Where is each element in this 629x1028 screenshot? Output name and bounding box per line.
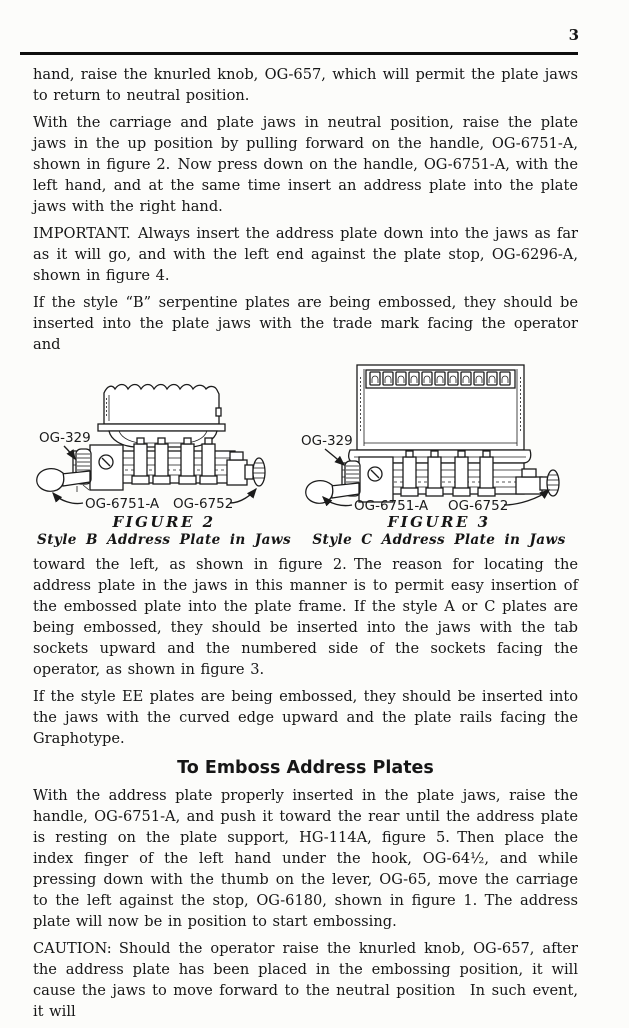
figure-3 (300, 361, 578, 548)
part-label-handle: OG-6751-A (354, 498, 429, 511)
body-text (33, 64, 578, 1028)
figure-caption: Style C Address Plate in Jaws (312, 532, 566, 548)
figure-title: FIGURE 2 (112, 513, 216, 531)
figure-3-drawing (300, 361, 578, 511)
part-label-screw: OG-6752 (173, 496, 234, 511)
body-paragraph: CAUTION: Should the operator raise the knurled knob, OG-657, after the address plate has been placed in the embossing position, it will cause the jaws to move forward to the neutral position In such event, it will (33, 940, 578, 1020)
figure-2-drawing (33, 361, 295, 511)
header-rule (20, 52, 578, 55)
part-label-screw: OG-6752 (448, 498, 509, 511)
body-paragraph: With the address plate properly inserted in the plate jaws, raise the handle, OG-6751-A, and push it toward the rear until the address plate is resting on the plate support, HG-114A, figure 5. Then place the index finger of the left hand under the hook, OG-64½, and while pressing down with the thumb on the lever, OG-65, move the carriage to the left against the stop, OG-6180, shown in figure 1. The address plate will now be in position to start embossing. (33, 787, 578, 930)
body-paragraph: toward the left, as shown in figure 2. The reason for locating the address plate in the jaws in this manner is to permit easy insertion of the embossed plate into the plate frame. If the style A or C plates are being embossed, they should be inserted into the jaws with the tab sockets upward and the numbered side of the sockets facing the operator, as shown in figure 3. (33, 556, 578, 678)
figures-row (33, 361, 578, 548)
body-paragraph: IMPORTANT. Always insert the address plate down into the jaws as far as it will go, and with the left end against the plate stop, OG-6296-A, shown in figure 4. (33, 225, 578, 284)
body-paragraph: If the style “B” serpentine plates are being embossed, they should be inserted into the plate jaws with the trade mark facing the operator and (33, 294, 578, 353)
figure-title: FIGURE 3 (387, 513, 491, 531)
section-heading: To Emboss Address Plates (177, 758, 434, 778)
figure-2 (33, 361, 295, 548)
part-label-knob: OG-329 (301, 433, 353, 449)
part-label-knob: OG-329 (39, 430, 91, 446)
body-paragraph: If the style EE plates are being embossed, they should be inserted into the jaws with the curved edge upward and the plate rails facing the Graphotype. (33, 688, 578, 747)
body-paragraph: With the carriage and plate jaws in neutral position, raise the plate jaws in the up position by pulling forward on the handle, OG-6751-A, shown in figure 2. Now press down on the handle, OG-6751-A, with the left hand, and at the same time insert an address plate into the plate jaws with the right hand. (33, 114, 578, 215)
page-number: 3 (568, 26, 579, 44)
part-label-handle: OG-6751-A (85, 496, 160, 511)
body-paragraph: hand, raise the knurled knob, OG-657, which will permit the plate jaws to return to neutral position. (33, 66, 578, 104)
figure-caption: Style B Address Plate in Jaws (37, 532, 291, 548)
